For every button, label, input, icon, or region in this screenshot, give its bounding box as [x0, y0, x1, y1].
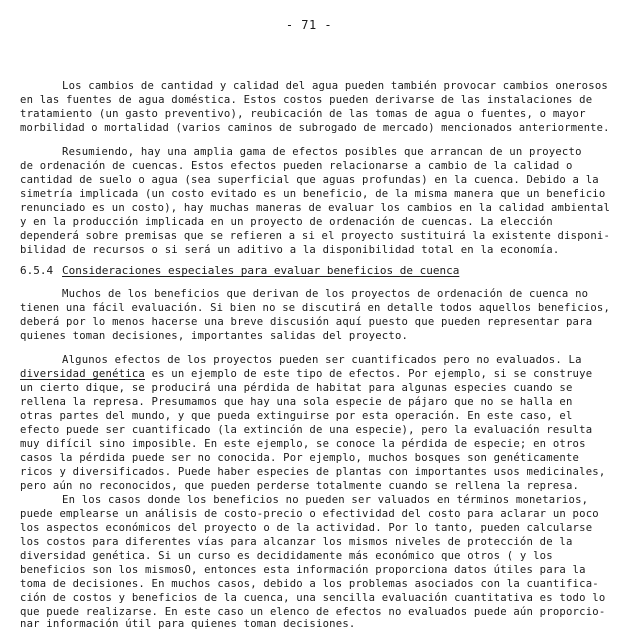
text-line: los costos para diferentes vías para alcanzar los mismos niveles de protección de la	[20, 536, 573, 548]
text-line: tratamiento (un gasto preventivo), reubicación de las tomas de agua o fuentes, o mayor	[20, 108, 586, 120]
text-line: casos la pérdida puede ser no conocida. Por ejemplo, muchos bosques son genéticamente	[20, 452, 580, 464]
text-line: deberá por lo menos hacerse una breve discusión aquí puesto que pueden representar para	[20, 316, 593, 328]
text-line: que puede realizarse. En este caso un elenco de efectos no evaluados puede aún proporcio-	[20, 606, 606, 618]
text-line: los aspectos económicos del proyecto o de la actividad. Por lo tanto, pueden calcularse	[20, 522, 593, 534]
text-line: dependerá sobre premisas que se refieren a si el proyecto sustituirá la existente disponi-	[20, 230, 611, 242]
underlined-term: diversidad genética	[20, 368, 145, 380]
text-line: morbilidad o mortalidad (varios caminos de subrogado de mercado) mencionados anteriormente.	[20, 122, 610, 134]
text-line: muy difícil sino imposible. En este ejemplo, se conoce la pérdida de especie; en otros	[20, 438, 586, 450]
text-line: toma de decisiones. En muchos casos, debido a los problemas asociados con la cuantifica-	[20, 578, 599, 590]
text-line: Algunos efectos de los proyectos pueden ser cuantificados pero no evaluados. La	[62, 354, 582, 366]
text-line: puede emplearse un análisis de costo-precio o efectividad del costo para aclarar un poco	[20, 508, 599, 520]
section-title: Consideraciones especiales para evaluar beneficios de cuenca	[62, 264, 460, 277]
text-line: diversidad genética. Si un curso es decididamente más económico que otros ( y los	[20, 550, 553, 562]
text-line: otras partes del mundo, y que pueda extinguirse por esta operación. En este caso, el	[20, 410, 573, 422]
text-line: simetría implicada (un costo evitado es un beneficio, de la misma manera que un beneficio	[20, 188, 606, 200]
page-number: - 71 -	[285, 18, 333, 32]
line-continuation: es un ejemplo de este tipo de efectos. Por ejemplo, si se construye	[151, 368, 593, 380]
text-line: bilidad de recursos o si será un aditivo a la disponibilidad total en la economía.	[20, 244, 560, 256]
text-line: un cierto dique, se producirá una pérdida de habitat para algunas especies cuando se	[20, 382, 573, 394]
text-line: Resumiendo, hay una amplia gama de efectos posibles que arrancan de un proyecto	[62, 146, 582, 158]
text-line: beneficios son los mismosO, entonces esta información proporciona datos útiles para la	[20, 564, 586, 576]
text-line: ricos y diversificados. Puede haber especies de plantas con importantes usos medicinales,	[20, 466, 606, 478]
text-line: efecto puede ser cuantificado (la extinción de una especie), pero la evaluación resulta	[20, 424, 593, 436]
text-line: rellena la represa. Presumamos que hay una sola especie de pájaro que no se halla en	[20, 396, 573, 408]
text-line	[20, 368, 592, 381]
text-line: renunciado es un costo), hay muchas maneras de evaluar los cambios en la calidad ambiental	[20, 202, 611, 214]
text-line: de ordenación de cuencas. Estos efectos pueden relacionarse a cambio de la calidad o	[20, 160, 573, 172]
section-number: 6.5.4	[20, 264, 54, 277]
text-line: quienes toman decisiones, importantes salidas del proyecto.	[20, 330, 409, 342]
text-line: Muchos de los beneficios que derivan de los proyectos de ordenación de cuenca no	[62, 288, 589, 300]
text-line: cantidad de suelo o agua (sea superficial que aguas profundas) en la cuenca. Debido a la	[20, 174, 599, 186]
text-line: tienen una fácil evaluación. Si bien no se discutirá en detalle todos aquellos beneficios,	[20, 302, 611, 314]
text-line: Los cambios de cantidad y calidad del agua pueden también provocar cambios onerosos	[62, 80, 608, 92]
text-line: En los casos donde los beneficios no pueden ser valuados en términos monetarios,	[62, 494, 589, 506]
text-line: en las fuentes de agua doméstica. Estos costos pueden derivarse de las instalaciones de	[20, 94, 593, 106]
text-line: y en la producción implicada en un proyecto de ordenación de cuencas. La elección	[20, 216, 553, 228]
text-line: pero aún no reconocidos, que pueden perderse totalmente cuando se rellena la represa.	[20, 480, 580, 492]
text-line: ción de costos y beneficios de la cuenca, una sencilla evaluación cuantitativa es todo lo	[20, 592, 606, 604]
text-line: nar información útil para quienes toman decisiones.	[20, 618, 356, 630]
